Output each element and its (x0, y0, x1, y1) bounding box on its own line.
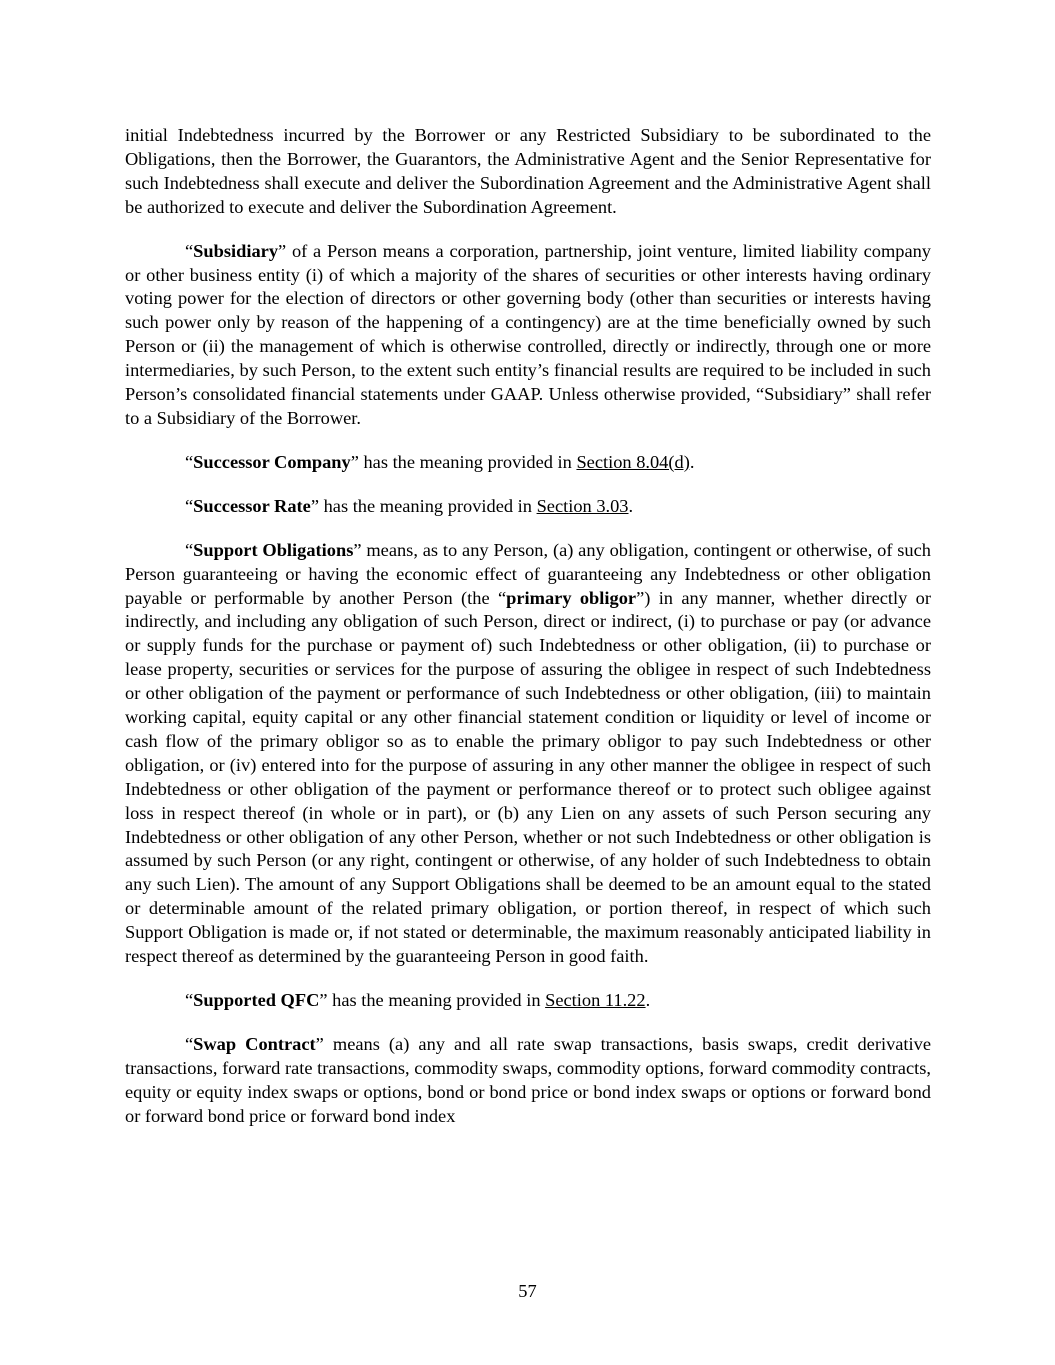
defined-term-primary-obligor: primary obligor (506, 587, 637, 608)
defined-term-support-obligations: Support Obligations (193, 539, 354, 560)
definition-swap-contract: “Swap Contract” means (a) any and all rate swap transactions, basis swaps, credit derivative transactions, forward rate transactions, commodity swaps, commodity options, forward commodity contracts, equity or equity index swaps or options, bond or bond price or bond index swaps or options or forward bond or forward bond price or forward bond index (125, 1033, 931, 1126)
section-reference-8-04-d: Section 8.04(d) (576, 451, 690, 472)
paragraph-subordination-continuation (125, 124, 931, 220)
definition-text: ” means, as to any Person, (a) any obligation, contingent or otherwise, of such Person guaranteeing or having the economic effect of guaranteeing any Indebtedness or other obligation payable or performable by another Person (the “ (125, 539, 931, 608)
definition-successor-rate: “Successor Rate” has the meaning provided in Section 3.03. (185, 495, 634, 516)
defined-term-supported-qfc: Supported QFC (193, 990, 320, 1010)
definition-text: ” means (a) any and all rate swap transactions, basis swaps, credit derivative transactions, forward rate transactions, commodity swaps, commodity options, forward commodity contracts, equity or equity index swaps or options, bond or bond price or bond index swaps or options or forward bond or forward bond price or forward bond index (125, 1033, 931, 1126)
document-page (125, 124, 931, 1149)
definition-successor-company: “Successor Company” has the meaning provided in Section 8.04(d). (185, 451, 695, 472)
definition-supported-qfc: “Supported QFC” has the meaning provided in Section 11.22. (185, 990, 651, 1010)
defined-term-swap-contract: Swap Contract (193, 1033, 316, 1054)
defined-term-subsidiary: Subsidiary (193, 240, 279, 261)
definition-support-obligations: “Support Obligations” means, as to any Person, (a) any obligation, contingent or otherwise, of such Person guaranteeing or having the economic effect of guaranteeing any Indebtedness or other obligation payable or performable by another Person (the “primary obligor”) in any manner, whether directly or indirectly, and including any obligation of such Person, direct or indirect, (i) to purchase or pay (or advance or supply funds for the purchase or payment of) such Indebtedness or other obligation, (ii) to purchase or lease property, securities or services for the purpose of assuring the obligee in respect of such Indebtedness or other obligation of the payment or performance of such Indebtedness or other obligation, (iii) to maintain working capital, equity capital or any other financial statement condition or liquidity or level of income or cash flow of the primary obligor so as to enable the primary obligor to pay such Indebtedness or other obligation, or (iv) entered into for the purpose of assuring in any other manner the obligee in respect of such Indebtedness or other obligation of the payment or performance thereof or to protect such obligee against loss in respect thereof (in whole or in part), or (b) any Lien on any assets of such Person securing any Indebtedness or other obligation of any other Person, whether or not such Indebtedness or other obligation is assumed by such Person (or any right, contingent or otherwise, of any holder of such Indebtedness to obtain any such Lien). The amount of any Support Obligations shall be deemed to be an amount equal to the stated or determinable amount of the related primary obligation, or portion thereof, in respect of which such Support Obligation is made or, if not stated or determinable, the maximum reasonably anticipated liability in respect thereof as determined by the guaranteeing Person in good faith. (125, 539, 931, 967)
defined-term-successor-rate: Successor Rate (193, 495, 311, 516)
defined-term-successor-company: Successor Company (193, 451, 351, 472)
definition-text-continued: ”) in any manner, whether directly or indirectly, and including any obligation of such Person, direct or indirect, (i) to purchase or pay (or advance or supply funds for the purchase or payment of) such Indebtedness or other obligation, (ii) to purchase or lease property, securities or services for the purpose of assuring the obligee in respect of such Indebtedness or other obligation of the payment or performance of such Indebtedness or other obligation, (iii) to maintain working capital, equity capital or any other financial statement condition or liquidity or level of income or cash flow of the primary obligor so as to enable the primary obligor to pay such Indebtedness or other obligation, or (iv) entered into for the purpose of assuring in any other manner the obligee in respect of such Indebtedness or other obligation of the payment or performance thereof or to protect such obligee against loss in respect thereof (in whole or in part), or (b) any Lien on any assets of such Person securing any Indebtedness or other obligation of any other Person, whether or not such Indebtedness or other obligation is assumed by such Person (or any right, contingent or otherwise, of any holder of such Indebtedness to obtain any such Lien). The amount of any Support Obligations shall be deemed to be an amount equal to the stated or determinable amount of the related primary obligation, or portion thereof, in respect of which such Support Obligation is made or, if not stated or determinable, the maximum reasonably anticipated liability in respect thereof as determined by the guaranteeing Person in good faith. (125, 587, 931, 967)
definition-subsidiary: “Subsidiary” of a Person means a corporation, partnership, joint venture, limited liability company or other business entity (i) of which a majority of the shares of securities or other interests having ordinary voting power for the election of directors or other governing body (other than securities or interests having such power only by reason of the happening of a contingency) are at the time beneficially owned by such Person or (ii) the management of which is otherwise controlled, directly or indirectly, through one or more intermediaries, by such Person, to the extent such entity’s financial results are required to be included in such Person’s consolidated financial statements under GAAP. Unless otherwise provided, “Subsidiary” shall refer to a Subsidiary of the Borrower. (125, 240, 931, 428)
section-reference-3-03: Section 3.03 (536, 495, 629, 516)
definition-text: ” has the meaning provided in (350, 451, 577, 472)
definition-text: ” of a Person means a corporation, partnership, joint venture, limited liability company or other business entity (i) of which a majority of the shares of securities or other interests having ordinary voting power for the election of directors or other governing body (other than securities or interests having such power only by reason of the happening of a contingency) are at the time beneficially owned by such Person or (ii) the management of which is otherwise controlled, directly or indirectly, through one or more intermediaries, by such Person, to the extent such entity’s financial results are required to be included in such Person’s consolidated financial statements under GAAP. Unless otherwise provided, “Subsidiary” shall refer to a Subsidiary of the Borrower. (125, 240, 931, 428)
paragraph-text: initial Indebtedness incurred by the Borrower or any Restricted Subsidiary to be subordinated to the Obligations, then the Borrower, the Guarantors, the Administrative Agent and the Senior Representative for such Indebtedness shall execute and deliver the Subordination Agreement and the Administrative Agent shall be authorized to execute and deliver the Subordination Agreement. (125, 125, 931, 217)
section-reference-11-22: Section 11.22 (545, 990, 646, 1010)
page-number: 57 (518, 1281, 537, 1301)
definition-text: ” has the meaning provided in (319, 990, 546, 1010)
definition-text: ” has the meaning provided in (310, 495, 537, 516)
